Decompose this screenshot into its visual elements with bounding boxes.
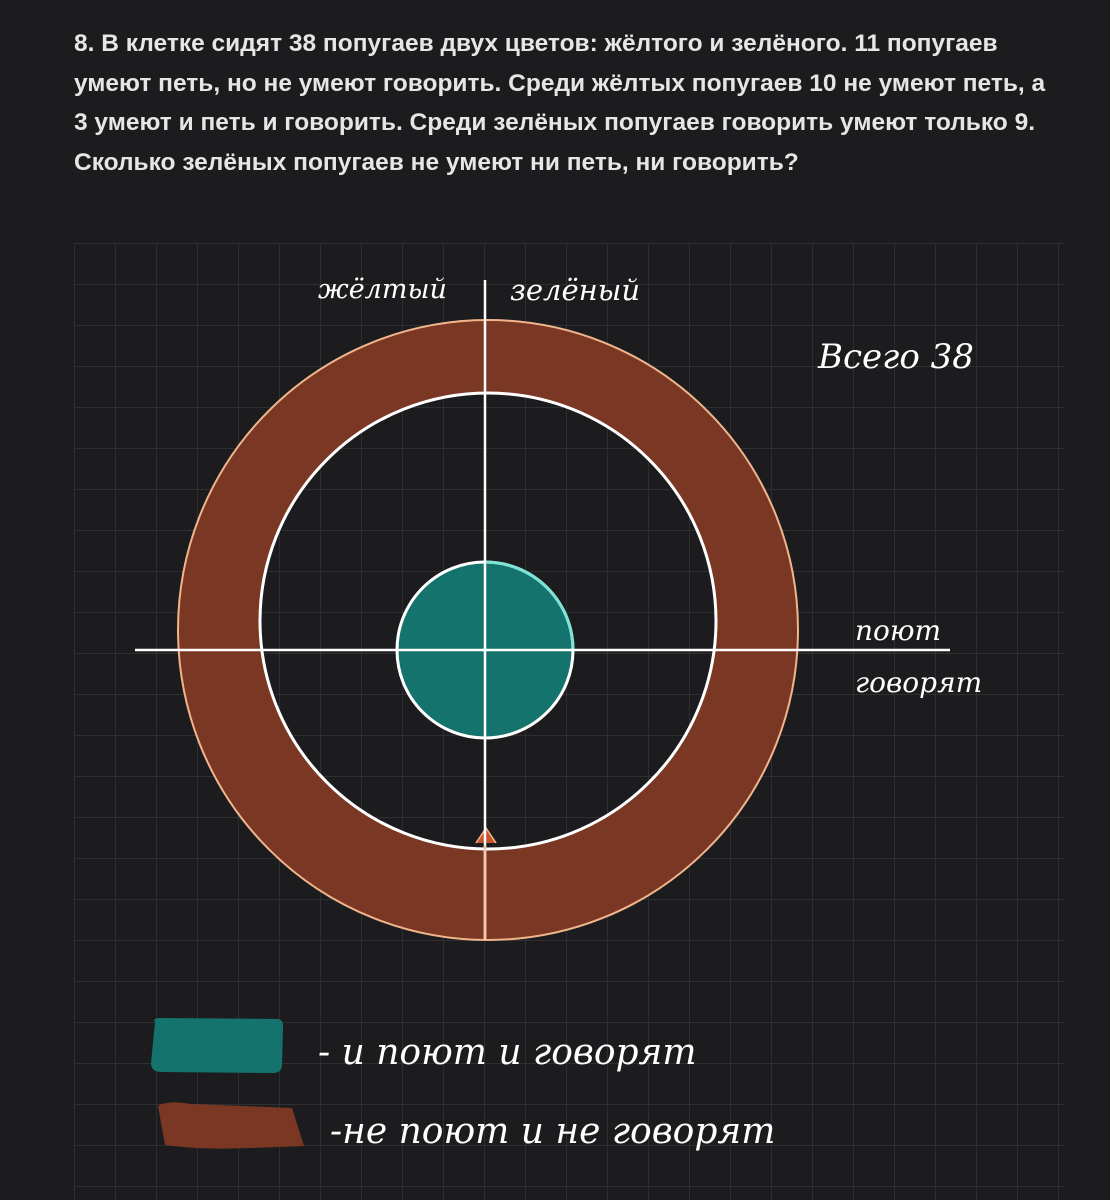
center-dot [483, 648, 487, 652]
problem-text: 8. В клетке сидят 38 попугаев двух цветов: жёлтого и зелёного. 11 попугаев умеют петь, но не умеют говорить. Среди жёлтых попугаев 10 не умеют петь, а 3 умеют и петь и говорить. Среди зелёных попугаев говорить умеют только 9. Сколько зелёных попугаев не умеют ни петь, ни говорить? [74, 30, 1046, 176]
legend-swatch-brown [158, 1102, 304, 1148]
label-yellow: жёлтый [318, 274, 447, 305]
legend-text-teal: - и поют и говорят [318, 1032, 697, 1073]
axis-label-sing: поют [855, 614, 942, 647]
legend-swatch-teal [151, 1018, 283, 1073]
total-note: Всего 38 [818, 337, 974, 377]
legend-text-brown: -не поют и не говорят [330, 1111, 776, 1152]
axis-label-speak: говорят [855, 666, 983, 699]
label-green: зелёный [510, 273, 641, 307]
